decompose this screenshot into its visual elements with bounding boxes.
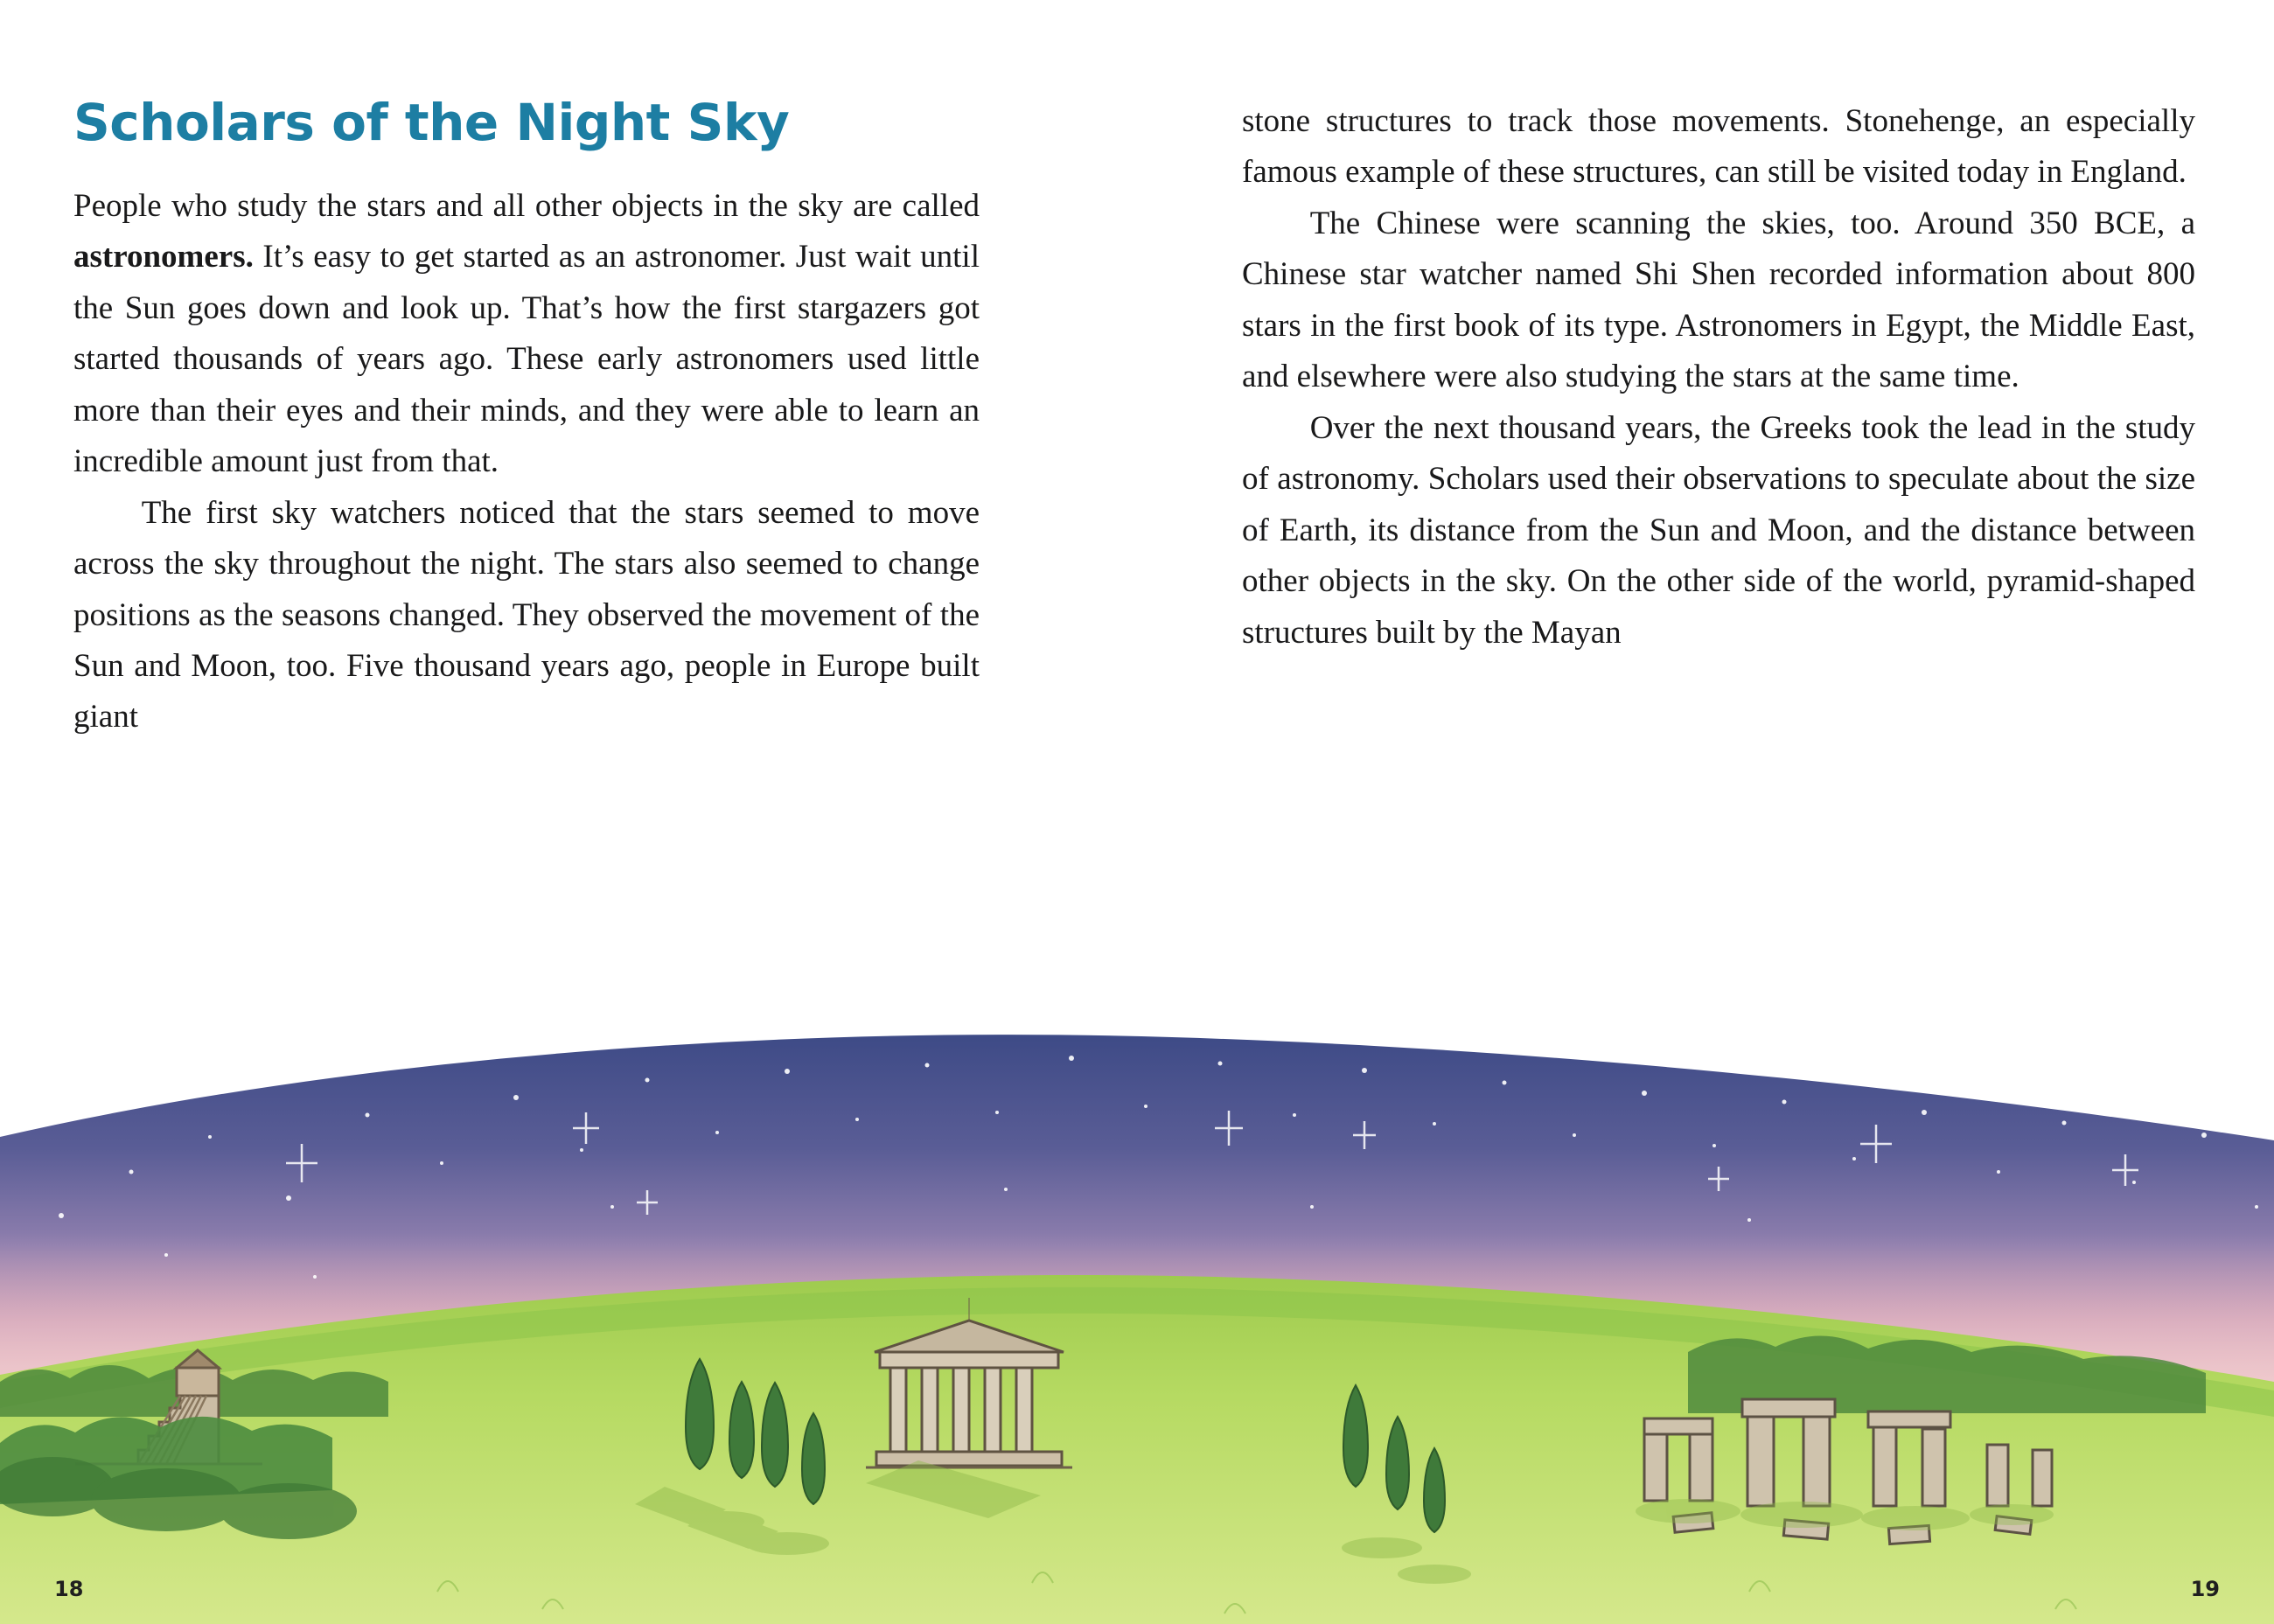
bold-term-astronomers: astronomers. (73, 239, 254, 275)
right-paragraph-2: The Chinese were scanning the skies, too. Around 350 BCE, a Chinese star watcher named Shi Shen recorded information about 800 stars in the first book of its type. Astronomers in Egypt, the Middle East, and elsewhere were also studying the stars at the same time. (1242, 205, 2195, 395)
page-number-left: 18 (54, 1577, 84, 1601)
illustration-night-sky-panorama (0, 1032, 2274, 1624)
right-paragraph-1: stone structures to track those movements. Stonehenge, an especially famous example of these structures, can still be visited today in England. (1242, 103, 2195, 191)
page-title: Scholars of the Night Sky (73, 93, 790, 152)
page-number-right: 19 (2190, 1577, 2220, 1601)
left-paragraph-1-text-a: People who study the stars and all other objects in the sky are called (73, 187, 980, 224)
left-paragraph-1-text-b: It’s easy to get started as an astronomer. Just wait until the Sun goes down and look up. That’s how the first stargazers got started thousands of years ago. These early astronomers used little more than their eyes and their minds, and they were able to learn an incredible amount just from that. (73, 239, 980, 480)
left-paragraph-1 (73, 181, 980, 488)
left-paragraph-2: The first sky watchers noticed that the stars seemed to move across the sky throughout the night. The stars also seemed to change positions as the seasons changed. They observed the movement of the Sun and Moon, too. Five thousand years ago, people in Europe built giant (73, 494, 980, 735)
right-page-column (1137, 0, 2274, 1058)
left-page-column (0, 0, 1137, 1058)
right-paragraph-3: Over the next thousand years, the Greeks took the lead in the study of astronomy. Scholars used their observations to speculate about the size of Earth, its distance from the Sun and Moon, and the distance between other objects in the sky. On the other side of the world, pyramid-shaped structures built by the Mayan (1242, 409, 2195, 651)
